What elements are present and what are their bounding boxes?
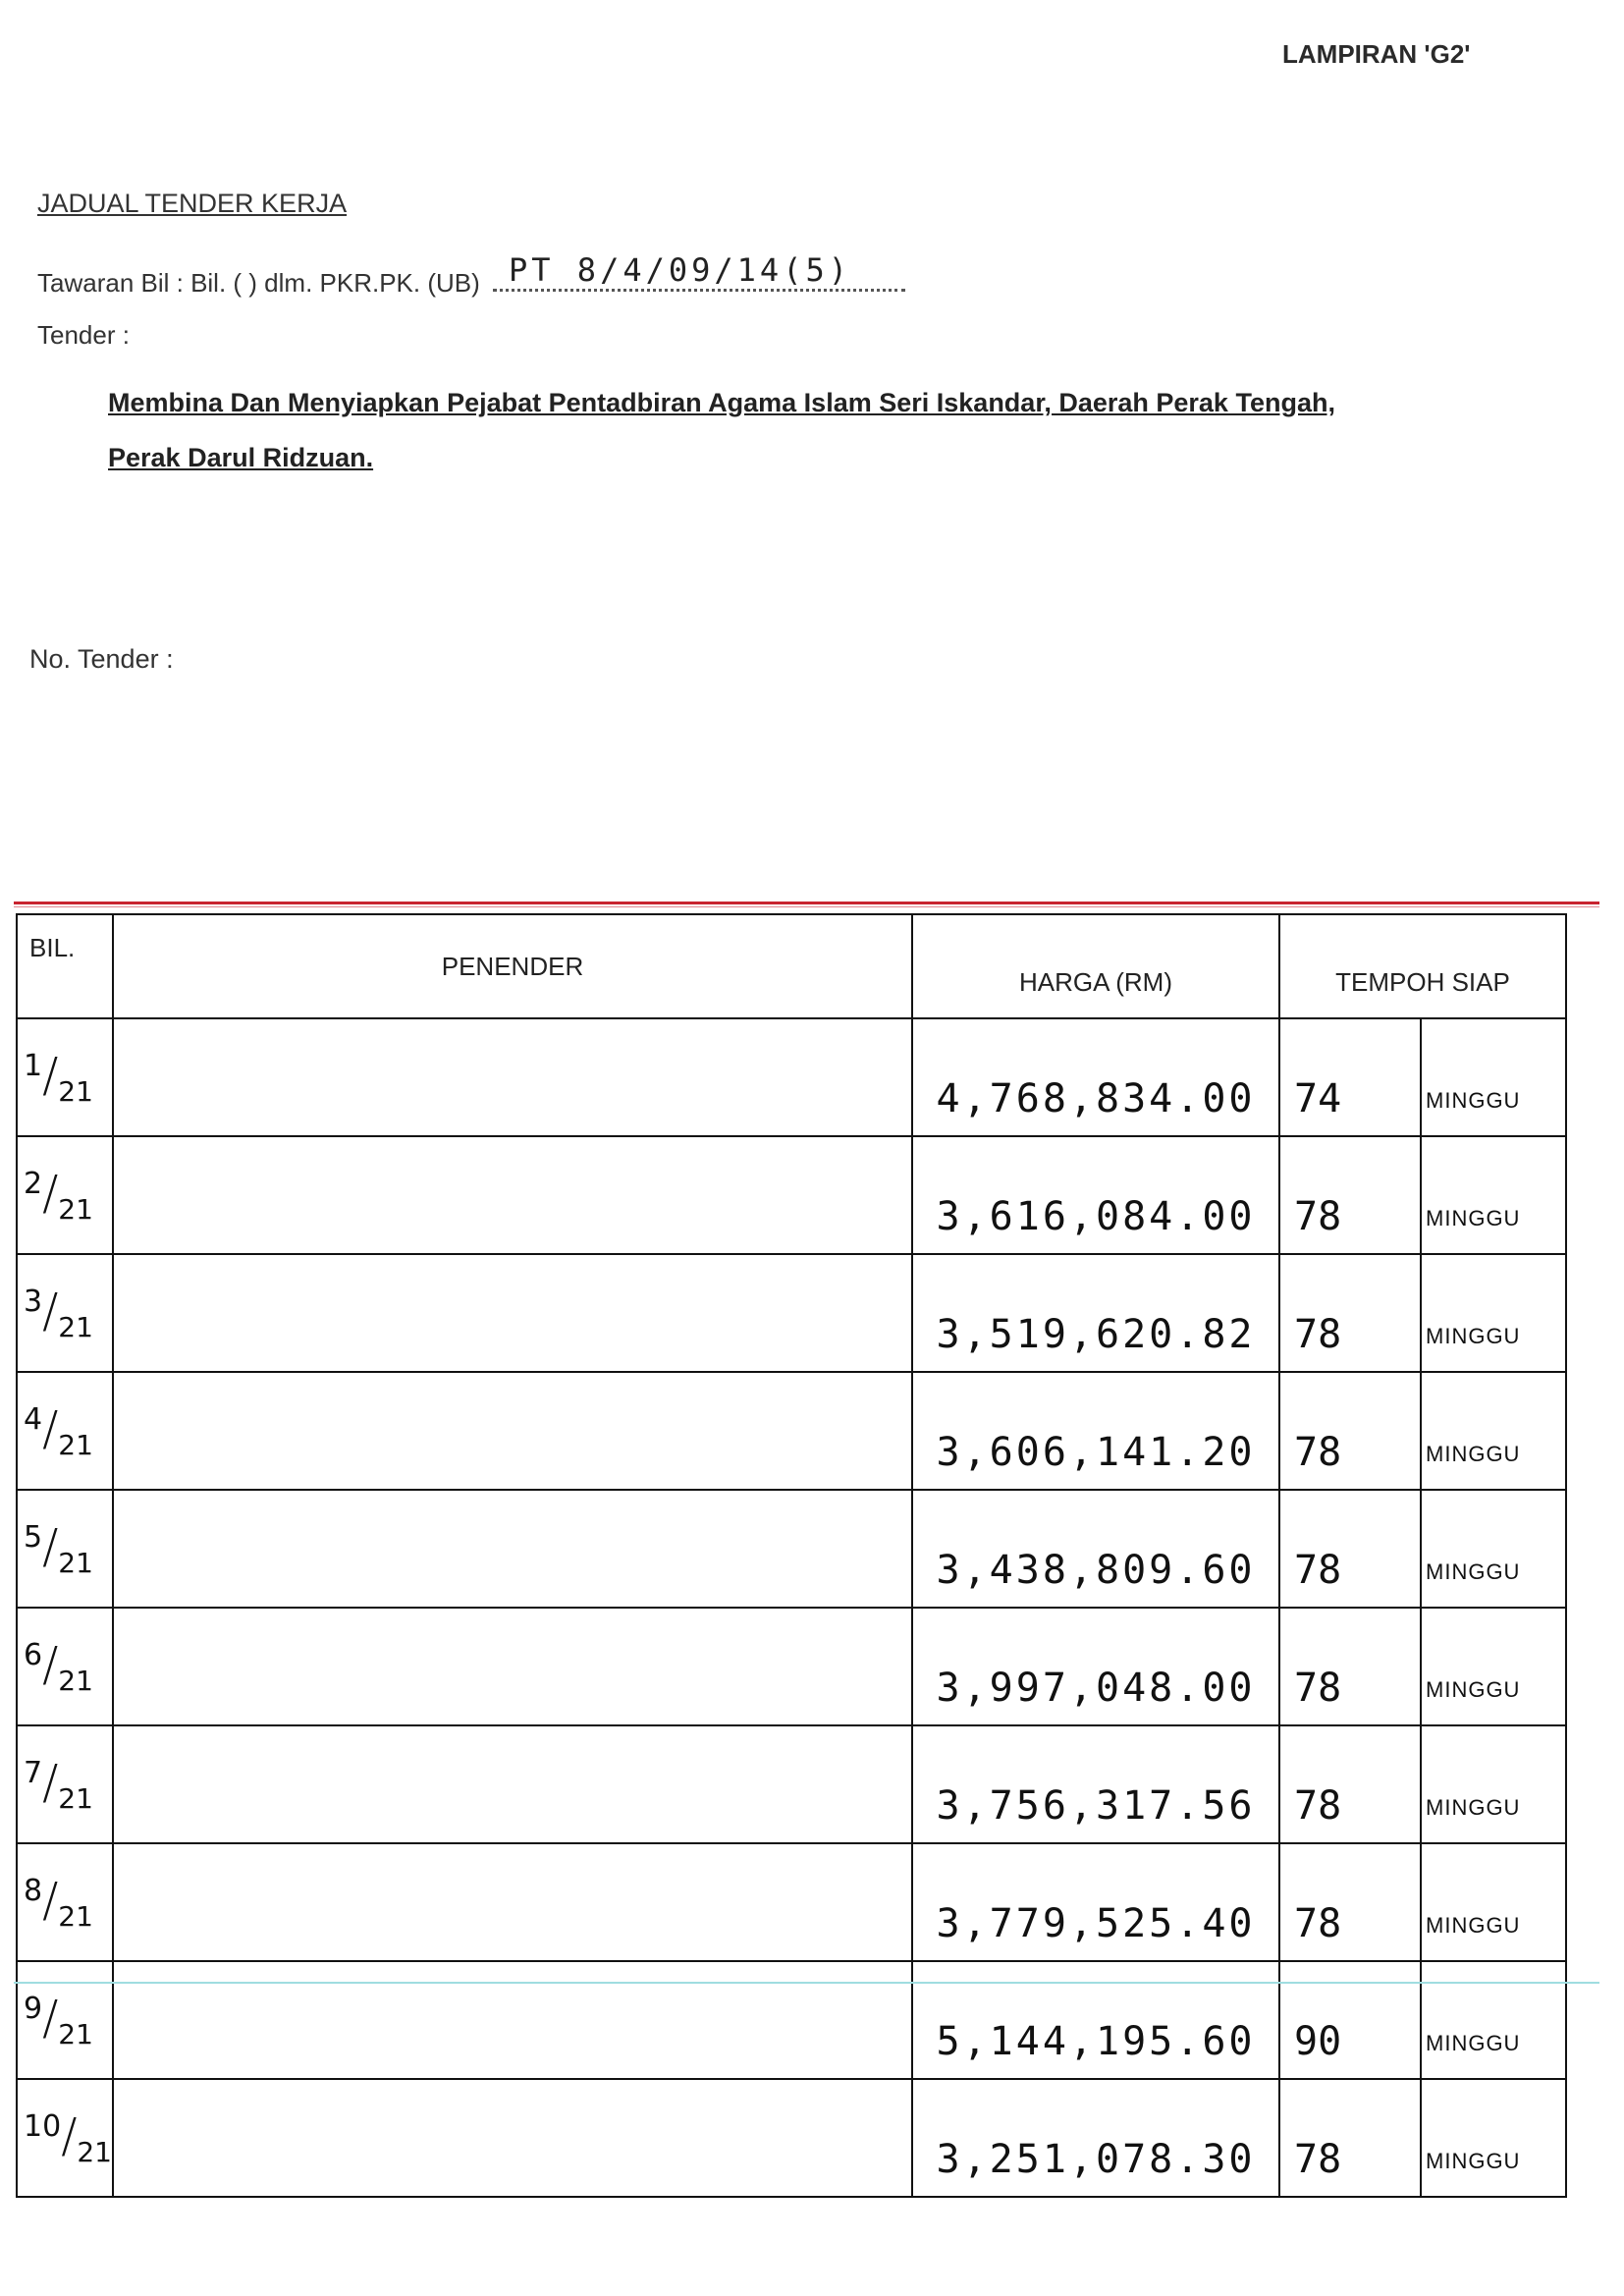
tawaran-label: Tawaran Bil : Bil. ( ) dlm. PKR.PK. (UB) (37, 268, 480, 298)
header-harga: HARGA (RM) (912, 914, 1279, 1018)
table-row (17, 1254, 1566, 1372)
row-bil (17, 1254, 113, 1372)
table-row (17, 1961, 1566, 2079)
table-header-row (17, 914, 1566, 1018)
row-harga: 5,144,195.60 (912, 1961, 1279, 2079)
row-harga: 3,438,809.60 (912, 1490, 1279, 1608)
row-bil (17, 1018, 113, 1136)
tawaran-handwritten-value: PT 8/4/09/14(5) (509, 251, 851, 289)
red-rule (14, 902, 1599, 904)
row-penender (113, 1136, 912, 1254)
tawaran-line (37, 251, 905, 299)
fraction-slash: / (42, 1990, 59, 2046)
row-tempoh: 90 (1279, 1961, 1421, 2079)
row-tempoh-unit: MINGGU (1421, 1372, 1566, 1490)
fraction-slash: / (61, 2107, 78, 2163)
row-tempoh: 78 (1279, 1372, 1421, 1490)
row-bil-number: 1 (24, 1048, 43, 1083)
fraction-slash: / (42, 1872, 59, 1928)
row-bil (17, 1961, 113, 2079)
row-harga: 3,997,048.00 (912, 1608, 1279, 1725)
row-bil (17, 1843, 113, 1961)
row-bil-number: 3 (24, 1284, 43, 1319)
row-bil-number: 4 (24, 1401, 43, 1437)
row-harga: 3,519,620.82 (912, 1254, 1279, 1372)
row-tempoh: 78 (1279, 1490, 1421, 1608)
header-penender: PENENDER (113, 914, 912, 1018)
row-bil-total: 21 (58, 1664, 93, 1697)
row-harga: 3,756,317.56 (912, 1725, 1279, 1843)
row-bil-total: 21 (58, 1428, 93, 1461)
row-tempoh: 78 (1279, 1254, 1421, 1372)
row-bil-number: 5 (24, 1519, 43, 1555)
row-penender (113, 1843, 912, 1961)
tender-description: Membina Dan Menyiapkan Pejabat Pentadbiran Agama Islam Seri Iskandar, Daerah Perak Tengah, Perak Darul Ridzuan. (108, 388, 1335, 472)
cyan-rule (14, 1982, 1599, 1984)
row-bil-number: 7 (24, 1755, 43, 1790)
fraction-slash: / (42, 1047, 59, 1103)
table-row (17, 2079, 1566, 2197)
row-tempoh-unit: MINGGU (1421, 1136, 1566, 1254)
row-bil-number: 8 (24, 1873, 43, 1908)
row-harga: 3,606,141.20 (912, 1372, 1279, 1490)
row-bil-number: 6 (24, 1637, 43, 1672)
row-bil (17, 1136, 113, 1254)
row-penender (113, 1961, 912, 2079)
row-bil (17, 1490, 113, 1608)
fraction-slash: / (42, 1636, 59, 1692)
tender-table (16, 913, 1567, 2198)
row-tempoh: 78 (1279, 2079, 1421, 2197)
fraction-slash: / (42, 1518, 59, 1574)
table-row (17, 1372, 1566, 1490)
table-row (17, 1725, 1566, 1843)
row-tempoh-unit: MINGGU (1421, 1254, 1566, 1372)
row-penender (113, 1372, 912, 1490)
table-row (17, 1843, 1566, 1961)
row-bil-number: 9 (24, 1991, 43, 2026)
row-bil-total: 21 (58, 2017, 93, 2050)
row-tempoh: 78 (1279, 1608, 1421, 1725)
red-rule-thin (14, 906, 1599, 907)
row-penender (113, 2079, 912, 2197)
row-penender (113, 1725, 912, 1843)
row-bil-total: 21 (58, 1781, 93, 1815)
row-penender (113, 1254, 912, 1372)
row-bil-total: 21 (58, 1899, 93, 1933)
row-bil (17, 2079, 113, 2197)
table-row (17, 1608, 1566, 1725)
table-row (17, 1490, 1566, 1608)
row-tempoh-unit: MINGGU (1421, 1843, 1566, 1961)
header-tempoh: TEMPOH SIAP (1279, 914, 1566, 1018)
row-tempoh: 78 (1279, 1136, 1421, 1254)
row-bil (17, 1725, 113, 1843)
tender-label: Tender : (37, 320, 130, 350)
row-bil-number: 2 (24, 1166, 43, 1201)
table-row (17, 1136, 1566, 1254)
row-bil-number: 10 (24, 2108, 62, 2144)
document-title: JADUAL TENDER KERJA (37, 189, 348, 218)
row-tempoh-unit: MINGGU (1421, 1490, 1566, 1608)
tawaran-dotted-field (493, 251, 905, 292)
row-tempoh-unit: MINGGU (1421, 1725, 1566, 1843)
row-harga: 3,616,084.00 (912, 1136, 1279, 1254)
row-penender (113, 1018, 912, 1136)
row-bil (17, 1372, 113, 1490)
row-bil-total: 21 (58, 1546, 93, 1579)
fraction-slash: / (42, 1165, 59, 1221)
row-harga: 3,779,525.40 (912, 1843, 1279, 1961)
row-harga: 3,251,078.30 (912, 2079, 1279, 2197)
row-bil-total: 21 (77, 2135, 112, 2168)
fraction-slash: / (42, 1400, 59, 1456)
row-tempoh: 74 (1279, 1018, 1421, 1136)
attachment-label: LAMPIRAN 'G2' (1282, 39, 1471, 69)
fraction-slash: / (42, 1754, 59, 1810)
row-penender (113, 1490, 912, 1608)
row-tempoh-unit: MINGGU (1421, 1608, 1566, 1725)
row-bil-total: 21 (58, 1192, 93, 1226)
row-penender (113, 1608, 912, 1725)
row-tempoh-unit: MINGGU (1421, 1018, 1566, 1136)
row-bil (17, 1608, 113, 1725)
row-tempoh: 78 (1279, 1725, 1421, 1843)
row-tempoh-unit: MINGGU (1421, 1961, 1566, 2079)
header-bil: BIL. (17, 914, 113, 1018)
row-harga: 4,768,834.00 (912, 1018, 1279, 1136)
table-row (17, 1018, 1566, 1136)
row-bil-total: 21 (58, 1074, 93, 1108)
row-tempoh: 78 (1279, 1843, 1421, 1961)
row-tempoh-unit: MINGGU (1421, 2079, 1566, 2197)
row-bil-total: 21 (58, 1310, 93, 1343)
no-tender-label: No. Tender : (29, 644, 174, 674)
fraction-slash: / (42, 1283, 59, 1339)
